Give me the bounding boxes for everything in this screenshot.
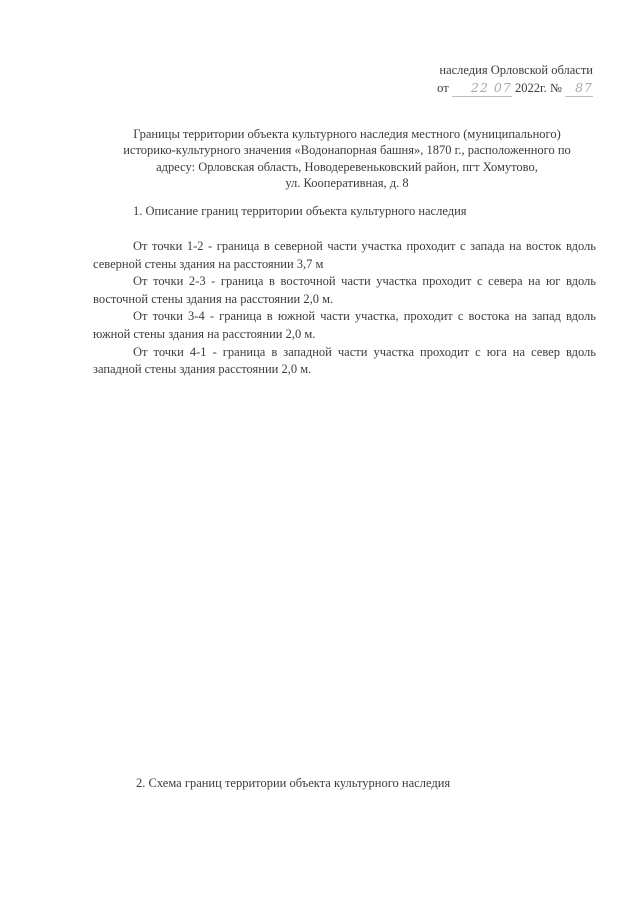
header-date-line — [437, 79, 593, 97]
number-sign: № — [549, 81, 562, 95]
document-title — [92, 126, 602, 191]
title-line-2: историко-культурного значения «Водонапорная башня», 1870 г., расположенного по — [123, 143, 571, 158]
boundary-paragraph-3-4: От точки 3-4 - граница в южной части участка, проходит с востока на запад вдоль южной стены здания на расстоянии 2,0 м. — [93, 309, 596, 341]
header-block — [437, 62, 593, 97]
title-line-3: адресу: Орловская область, Новодеревеньковский район, пгт Хомутово, — [156, 159, 538, 174]
date-prefix: от — [437, 81, 449, 95]
boundary-paragraph-4-1: От точки 4-1 - граница в западной части участка проходит с юга на север вдоль западной стены здания расстоянии 2,0 м. — [93, 344, 596, 377]
handwritten-number: 87 — [565, 79, 593, 97]
section-2-heading: 2. Схема границ территории объекта культурного наследия — [136, 776, 451, 790]
boundary-description — [93, 238, 596, 379]
section-1-heading: 1. Описание границ территории объекта культурного наследия — [133, 204, 467, 218]
date-year: 2022г. — [514, 81, 547, 95]
handwritten-date: 22 07 — [452, 79, 512, 97]
boundary-paragraph-2-3: От точки 2-3 - граница в восточной части участка проходит с севера на юг вдоль восточной стены здания на расстоянии 2,0 м. — [93, 274, 596, 306]
boundary-paragraph-1-2: От точки 1-2 - граница в северной части участка проходит с запада на восток вдоль северной стены здания на расстоянии 3,7 м — [93, 239, 596, 271]
title-line-1: Границы территории объекта культурного наследия местного (муниципального) — [133, 127, 561, 141]
header-authority-line: наследия Орловской области — [439, 63, 593, 77]
title-line-4: ул. Кооперативная, д. 8 — [285, 175, 409, 190]
